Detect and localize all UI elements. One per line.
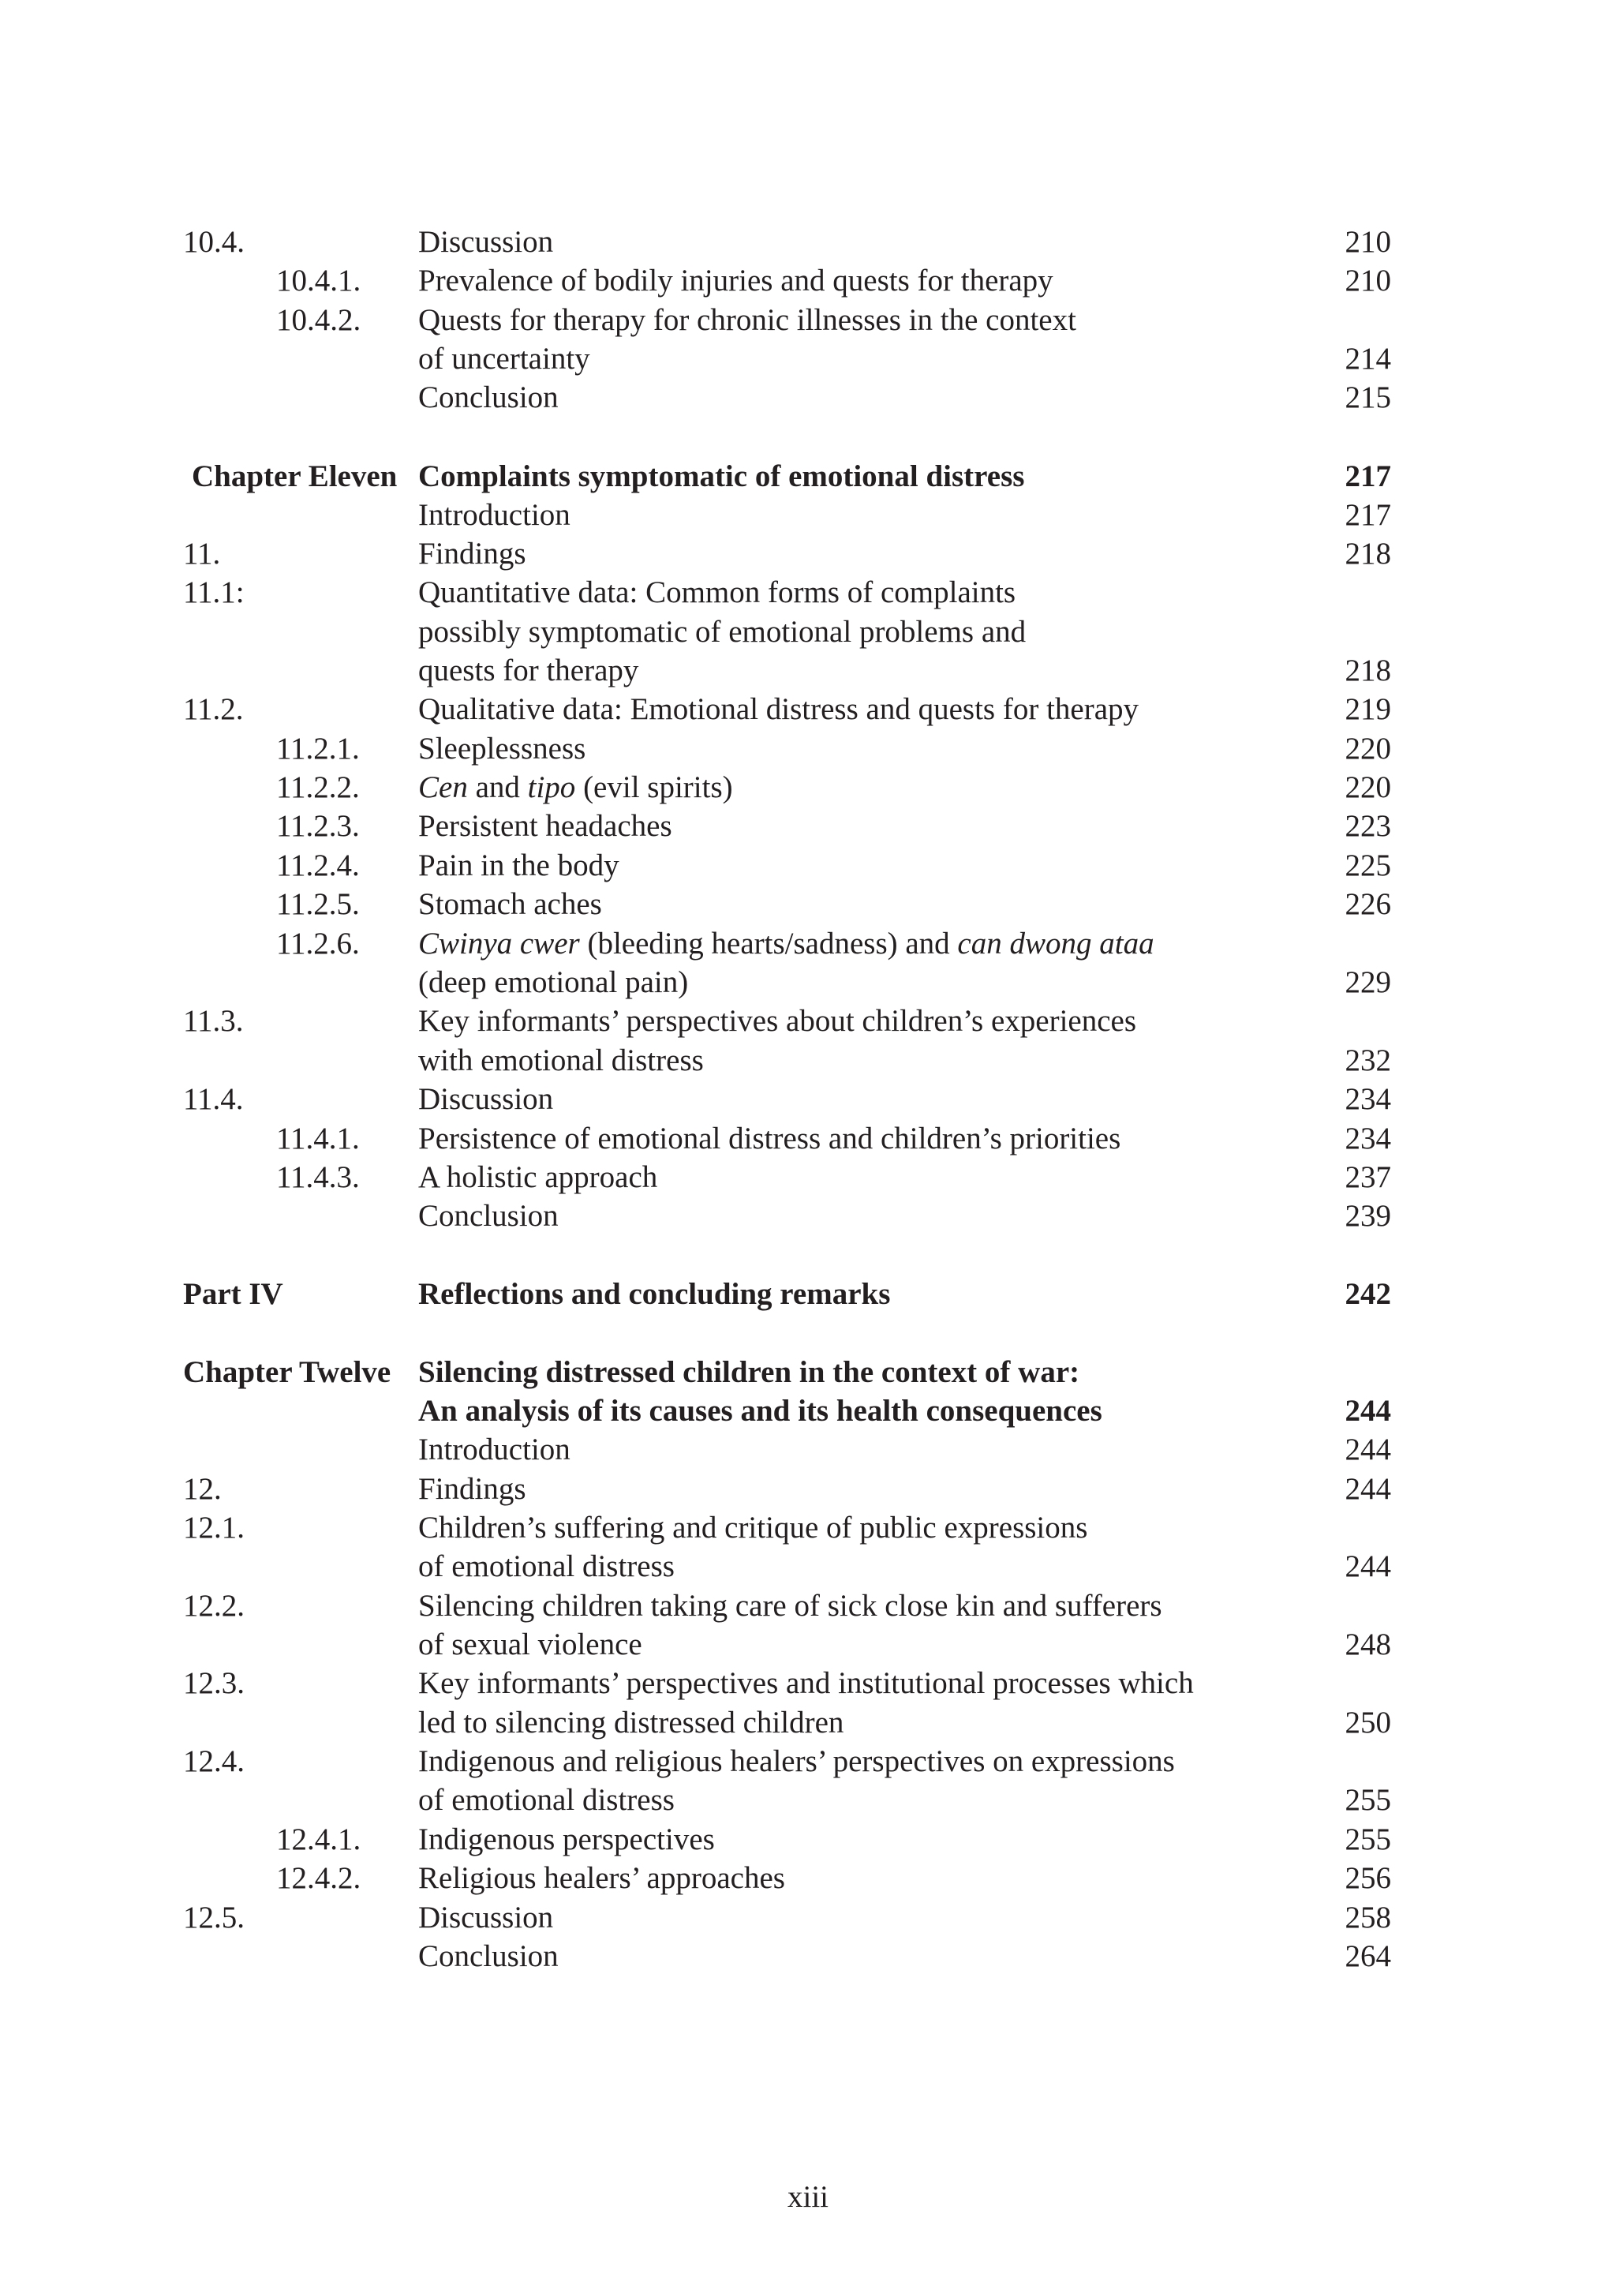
toc-entry (0, 1859, 1616, 1897)
toc-entry-title: Qualitative data: Emotional distress and quests for therapy (418, 692, 1139, 726)
toc-entry-title-part: and (467, 770, 528, 804)
toc-entry (0, 1430, 1616, 1469)
toc-entry-number: 11. (183, 537, 221, 571)
toc-entry-page: 244 (1345, 1433, 1391, 1466)
toc-entry (0, 1041, 1616, 1080)
toc-entry (0, 1391, 1616, 1430)
toc-entry (0, 1547, 1616, 1586)
toc-entry-number: 11.2.2. (276, 770, 360, 804)
toc-entry (0, 690, 1616, 729)
toc-entry-title: Discussion (418, 1901, 554, 1935)
toc-entry-number: 11.4. (183, 1082, 244, 1116)
toc-entry (0, 768, 1616, 807)
toc-entry-page: 219 (1345, 692, 1391, 726)
toc-entry-title-part: Cwinya cwer (418, 927, 580, 961)
toc-entry-page: 215 (1345, 380, 1391, 414)
toc-entry-page: 214 (1345, 342, 1391, 376)
toc-entry-number: 11.2.6. (276, 927, 360, 961)
toc-entry-title: possibly symptomatic of emotional problems and (418, 615, 1027, 649)
toc-entry-page: 229 (1345, 965, 1391, 999)
toc-entry-page: 242 (1345, 1277, 1391, 1311)
toc-entry-number: 10.4. (183, 225, 245, 259)
toc-entry-page: 223 (1345, 809, 1391, 843)
toc-entry-title-part: tipo (527, 770, 576, 804)
toc-entry (0, 1353, 1616, 1391)
toc-entry-title: Indigenous and religious healers’ perspectives on expressions (418, 1744, 1175, 1778)
toc-entry-title: Findings (418, 537, 526, 571)
toc-entry-title-part: Cen (418, 770, 468, 804)
toc-entry (0, 1197, 1616, 1235)
toc-entry-number: Part IV (183, 1277, 283, 1311)
toc-entry-page: 258 (1345, 1901, 1391, 1935)
toc-entry-page: 225 (1345, 848, 1391, 882)
toc-entry-number: 11.2. (183, 692, 244, 726)
toc-entry (0, 1119, 1616, 1158)
toc-entry-page: 255 (1345, 1822, 1391, 1856)
toc-entry-title: A holistic approach (418, 1160, 658, 1194)
toc-entry-title: Silencing children taking care of sick close kin and sufferers (418, 1589, 1162, 1623)
toc-entry (0, 1002, 1616, 1040)
toc-entry-title: with emotional distress (418, 1043, 704, 1077)
toc-entry-page: 217 (1345, 498, 1391, 532)
toc-entry (0, 1937, 1616, 1976)
toc-entry-number: 11.2.4. (276, 848, 360, 882)
toc-entry-title: Discussion (418, 225, 554, 259)
toc-entry-title: of emotional distress (418, 1783, 675, 1817)
toc-entry-number: 12.2. (183, 1589, 245, 1623)
toc-entry-page: 232 (1345, 1043, 1391, 1077)
toc-entry-title: Findings (418, 1472, 526, 1506)
toc-entry (0, 534, 1616, 573)
toc-entry-number: 12.5. (183, 1901, 245, 1935)
toc-entry-page: 210 (1345, 264, 1391, 298)
toc-entry (0, 573, 1616, 612)
toc-entry-page: 244 (1345, 1472, 1391, 1506)
toc-entry-title: Religious healers’ approaches (418, 1861, 785, 1895)
toc-entry (0, 612, 1616, 651)
toc-entry-title: Persistence of emotional distress and children’s priorities (418, 1122, 1121, 1155)
toc-entry (0, 729, 1616, 768)
toc-entry (0, 1080, 1616, 1118)
toc-entry-title: of emotional distress (418, 1549, 675, 1583)
toc-entry-page: 244 (1345, 1549, 1391, 1583)
toc-entry-number: 10.4.1. (276, 264, 361, 298)
toc-entry-title-part: (bleeding hearts/sadness) and (579, 927, 958, 961)
toc-entry-page: 220 (1345, 732, 1391, 766)
toc-entry-title (418, 924, 1154, 963)
toc-entry-title: Pain in the body (418, 848, 619, 882)
toc-entry-number: 11.2.3. (276, 809, 360, 843)
toc-entry (0, 1158, 1616, 1197)
toc-entry (0, 1275, 1616, 1313)
toc-entry-page: 217 (1345, 459, 1391, 493)
toc-entry-title: (deep emotional pain) (418, 965, 689, 999)
toc-entry (0, 223, 1616, 261)
toc-entry (0, 846, 1616, 885)
toc-entry (0, 301, 1616, 339)
toc-entry-page: 218 (1345, 537, 1391, 571)
toc-entry-title: Prevalence of bodily injuries and quests for therapy (418, 264, 1053, 298)
toc-entry-title: Stomach aches (418, 887, 602, 921)
toc-entry-title: Quantitative data: Common forms of complaints (418, 575, 1016, 609)
toc-entry-title-part: (evil spirits) (575, 770, 733, 804)
toc-entry-title: Introduction (418, 498, 570, 532)
toc-entry (0, 1625, 1616, 1664)
toc-entry-title: Children’s suffering and critique of public expressions (418, 1511, 1088, 1545)
toc-entry-title: Quests for therapy for chronic illnesses in the context (418, 303, 1076, 337)
toc-entry-title: Conclusion (418, 1939, 559, 1973)
toc-entry (0, 807, 1616, 845)
toc-entry-page: 220 (1345, 770, 1391, 804)
toc-entry-title: led to silencing distressed children (418, 1706, 844, 1740)
toc-entry (0, 1898, 1616, 1937)
toc-entry (0, 924, 1616, 963)
toc-entry-number: 12.4.2. (276, 1861, 361, 1895)
toc-entry-page: 234 (1345, 1082, 1391, 1116)
toc-entry-page: 264 (1345, 1939, 1391, 1973)
toc-entry-number: Chapter Eleven (192, 459, 398, 493)
toc-entry-title: Silencing distressed children in the context of war: (418, 1355, 1080, 1389)
toc-entry-page: 244 (1345, 1394, 1391, 1428)
toc-entry (0, 1586, 1616, 1625)
toc-entry-title: Key informants’ perspectives about children’s experiences (418, 1004, 1137, 1038)
toc-entry (0, 496, 1616, 534)
toc-entry (0, 1742, 1616, 1781)
toc-entry (0, 1781, 1616, 1819)
toc-entry-page: 250 (1345, 1706, 1391, 1740)
toc-entry (0, 457, 1616, 496)
toc-entry-page: 237 (1345, 1160, 1391, 1194)
toc-entry-page: 218 (1345, 654, 1391, 687)
toc-entry-title: Conclusion (418, 1199, 559, 1233)
toc-entry (0, 339, 1616, 378)
toc-entry-page: 248 (1345, 1627, 1391, 1661)
toc-entry-number: 12. (183, 1472, 222, 1506)
toc-entry (0, 651, 1616, 690)
toc-entry (0, 885, 1616, 923)
toc-entry-page: 239 (1345, 1199, 1391, 1233)
toc-entry-title: of sexual violence (418, 1627, 642, 1661)
toc-entry-number: 11.3. (183, 1004, 244, 1038)
toc-entry-page: 226 (1345, 887, 1391, 921)
toc-entry-title: Sleeplessness (418, 732, 586, 766)
toc-entry-number: 12.4.1. (276, 1822, 361, 1856)
toc-entry (0, 1508, 1616, 1547)
toc-entry-number: 11.2.1. (276, 732, 360, 766)
toc-entry-number: 11.1: (183, 575, 245, 609)
toc-entry-number: 11.4.1. (276, 1122, 360, 1155)
toc-entry (0, 963, 1616, 1002)
toc-entry-title (418, 768, 733, 807)
toc-entry-title: Complaints symptomatic of emotional distress (418, 459, 1025, 493)
toc-entry-number: Chapter Twelve (183, 1355, 391, 1389)
toc-entry-page: 234 (1345, 1122, 1391, 1155)
toc-entry-page: 210 (1345, 225, 1391, 259)
toc-entry-title: Discussion (418, 1082, 554, 1116)
toc-entry-number: 11.4.3. (276, 1160, 360, 1194)
toc-entry-title: Persistent headaches (418, 809, 672, 843)
toc-entry-number: 12.4. (183, 1744, 245, 1778)
toc-entry-title: quests for therapy (418, 654, 639, 687)
toc-entry-number: 10.4.2. (276, 303, 361, 337)
toc-entry-title: Reflections and concluding remarks (418, 1277, 891, 1311)
toc-entry-title: An analysis of its causes and its health consequences (418, 1394, 1102, 1428)
page-number: xiii (787, 2180, 829, 2214)
toc-entry-page: 255 (1345, 1783, 1391, 1817)
toc-entry (0, 1664, 1616, 1702)
toc-entry-title: Key informants’ perspectives and institutional processes which (418, 1666, 1194, 1700)
toc-entry-title: Introduction (418, 1433, 570, 1466)
toc-entry-title: of uncertainty (418, 342, 590, 376)
toc-entry-title: Conclusion (418, 380, 559, 414)
toc-entry-page: 256 (1345, 1861, 1391, 1895)
toc-entry (0, 1470, 1616, 1508)
toc-entry (0, 261, 1616, 300)
toc-entry-title: Indigenous perspectives (418, 1822, 715, 1856)
toc-entry (0, 378, 1616, 417)
toc-entry (0, 1820, 1616, 1859)
toc-entry-number: 12.3. (183, 1666, 245, 1700)
toc-entry-number: 11.2.5. (276, 887, 360, 921)
toc-entry-number: 12.1. (183, 1511, 245, 1545)
toc-entry-title-part: can dwong ataa (957, 927, 1154, 961)
toc-entry (0, 1703, 1616, 1742)
